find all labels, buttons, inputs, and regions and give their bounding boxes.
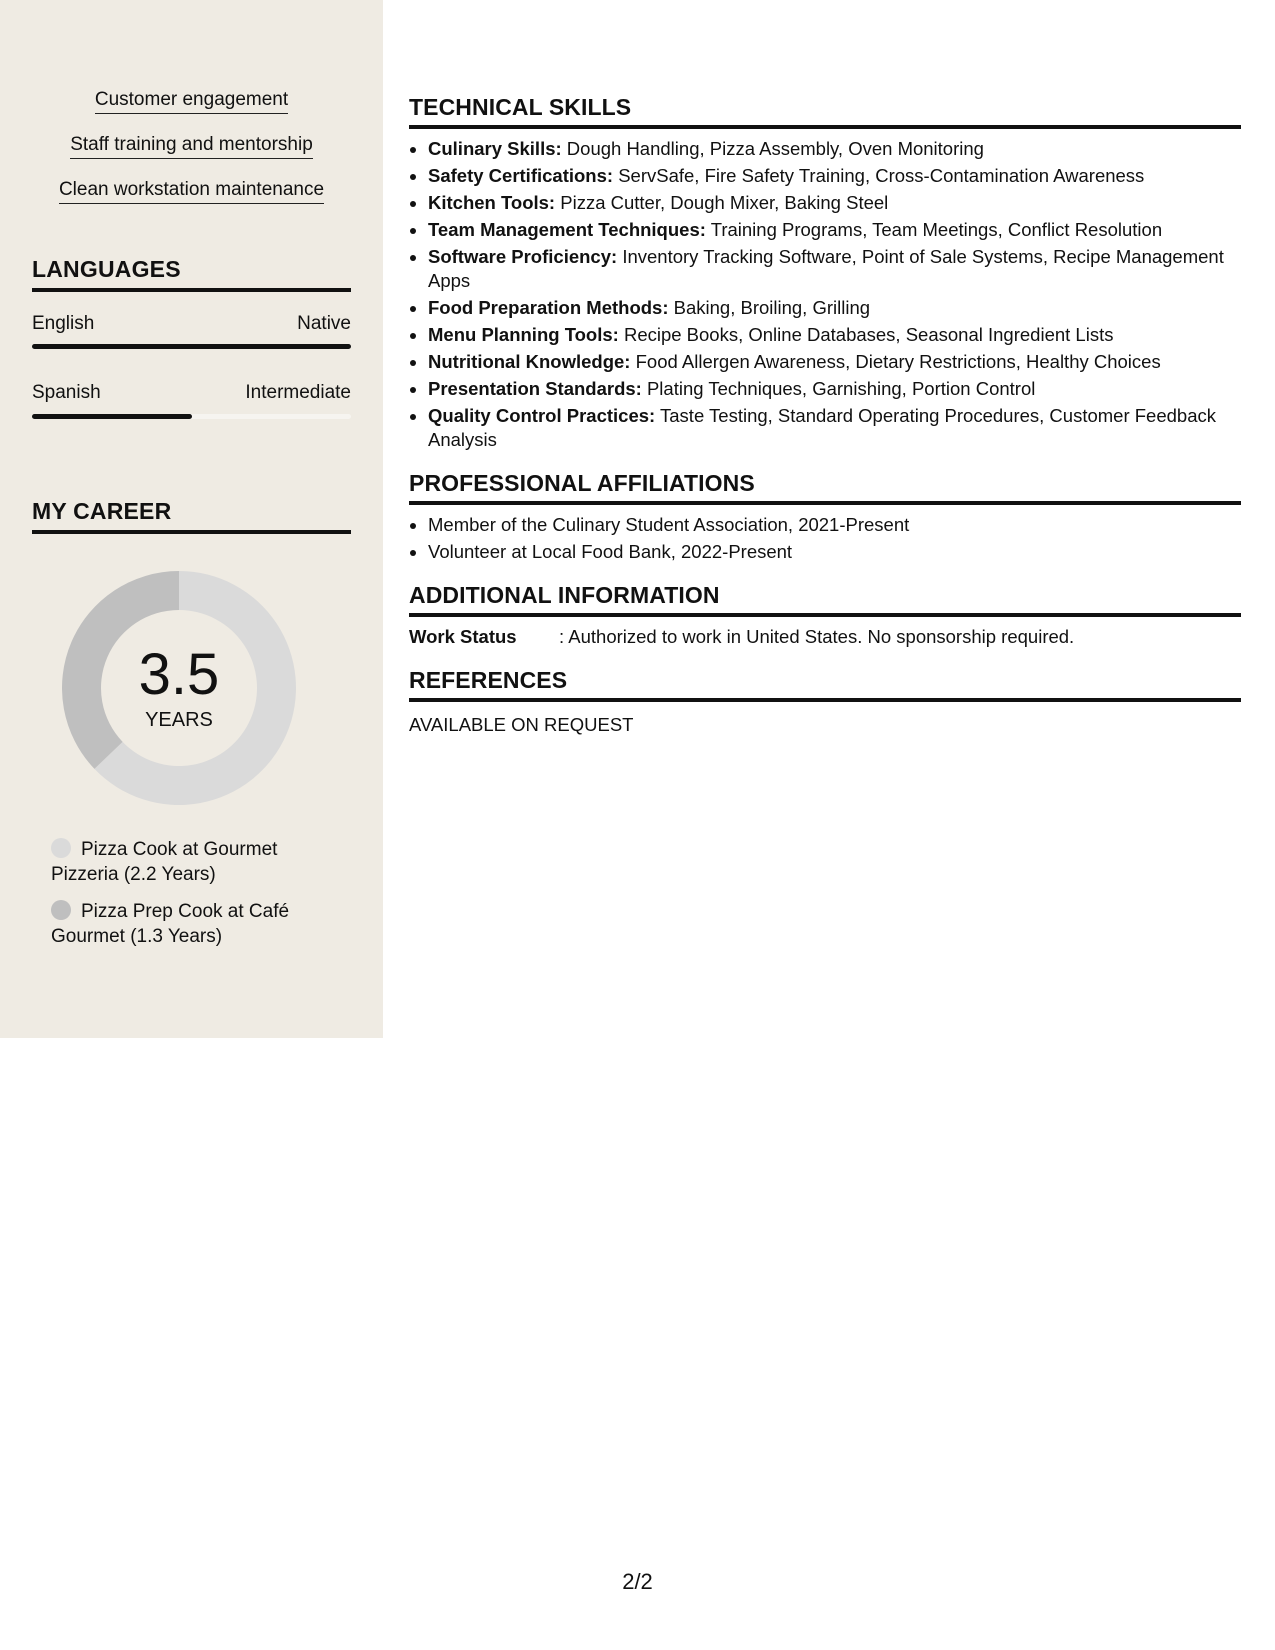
list-item (428, 323, 1241, 347)
item-label: Food Preparation Methods: (428, 297, 669, 318)
career-legend-item (51, 837, 311, 887)
language-name: Spanish (32, 382, 101, 403)
list-item (428, 404, 1241, 452)
item-text: Food Allergen Awareness, Dietary Restrictions, Healthy Choices (635, 351, 1161, 372)
item-text: ServSafe, Fire Safety Training, Cross-Contamination Awareness (618, 165, 1145, 186)
skill-tag: Customer engagement (95, 88, 288, 114)
work-status-label: Work Status (409, 626, 517, 647)
item-label: Presentation Standards: (428, 378, 642, 399)
language-bar-fill (32, 344, 351, 349)
item-label: Quality Control Practices: (428, 405, 656, 426)
item-text: Plating Techniques, Garnishing, Portion Control (646, 378, 1036, 399)
language-row (32, 382, 351, 404)
career-legend-label: Pizza Prep Cook at Café Gourmet (1.3 Years) (51, 901, 290, 947)
career-legend-label: Pizza Cook at Gourmet Pizzeria (2.2 Years) (51, 839, 278, 885)
list-item (428, 191, 1241, 215)
item-text: Dough Handling, Pizza Assembly, Oven Monitoring (566, 138, 984, 159)
skill-tag: Staff training and mentorship (70, 133, 313, 159)
item-text: Inventory Tracking Software, Point of Sale Systems, Recipe Management Apps (428, 246, 1224, 291)
list-item (428, 377, 1241, 401)
list-item: • Member of the Culinary Student Association, 2021-Present (428, 513, 1241, 537)
language-name: English (32, 313, 95, 334)
item-text: Pizza Cutter, Dough Mixer, Baking Steel (560, 192, 889, 213)
list-item (428, 296, 1241, 320)
language-row (32, 313, 351, 335)
skill-tags (0, 88, 383, 223)
item-text: Recipe Books, Online Databases, Seasonal Ingredient Lists (623, 324, 1114, 345)
work-status-row (409, 626, 1241, 648)
list-item: • Volunteer at Local Food Bank, 2022-Present (428, 540, 1241, 564)
language-bar-fill (32, 414, 192, 419)
work-status-value: : Authorized to work in United States. No sponsorship required. (559, 626, 1075, 647)
references-text: AVAILABLE ON REQUEST (409, 714, 634, 735)
career-years-label: YEARS (145, 709, 213, 731)
item-text: Baking, Broiling, Grilling (673, 297, 871, 318)
item-label: Culinary Skills: (428, 138, 562, 159)
career-total-years: 3.5 (138, 642, 220, 707)
page-number: 2/2 (622, 1569, 653, 1594)
career-legend-item (51, 899, 311, 949)
technical-skills-heading: TECHNICAL SKILLS (409, 94, 1241, 129)
list-item (428, 137, 1241, 161)
main-content (409, 94, 1241, 736)
item-label: Nutritional Knowledge: (428, 351, 631, 372)
languages-heading: LANGUAGES (32, 256, 351, 292)
sidebar (0, 0, 383, 1038)
legend-dot (51, 838, 71, 858)
legend-dot (51, 900, 71, 920)
additional-info-heading: ADDITIONAL INFORMATION (409, 582, 1241, 617)
skill-tag: Clean workstation maintenance (59, 178, 324, 204)
references-heading: REFERENCES (409, 667, 1241, 702)
career-heading: MY CAREER (32, 498, 351, 534)
affiliations-list (409, 513, 1241, 564)
list-item (428, 218, 1241, 242)
item-label: Team Management Techniques: (428, 219, 706, 240)
item-label: Menu Planning Tools: (428, 324, 619, 345)
item-label: Safety Certifications: (428, 165, 614, 186)
list-item (428, 350, 1241, 374)
language-bar (32, 414, 351, 419)
language-level: Native (297, 313, 351, 334)
item-text: Training Programs, Team Meetings, Conflict Resolution (710, 219, 1163, 240)
item-text: Taste Testing, Standard Operating Procedures, Customer Feedback Analysis (428, 405, 1217, 450)
language-level: Intermediate (245, 382, 351, 403)
technical-skills-list (409, 137, 1241, 452)
affiliations-heading: PROFESSIONAL AFFILIATIONS (409, 470, 1241, 505)
item-label: Software Proficiency: (428, 246, 618, 267)
list-item (428, 164, 1241, 188)
item-label: Kitchen Tools: (428, 192, 556, 213)
language-bar (32, 344, 351, 349)
list-item (428, 245, 1241, 293)
